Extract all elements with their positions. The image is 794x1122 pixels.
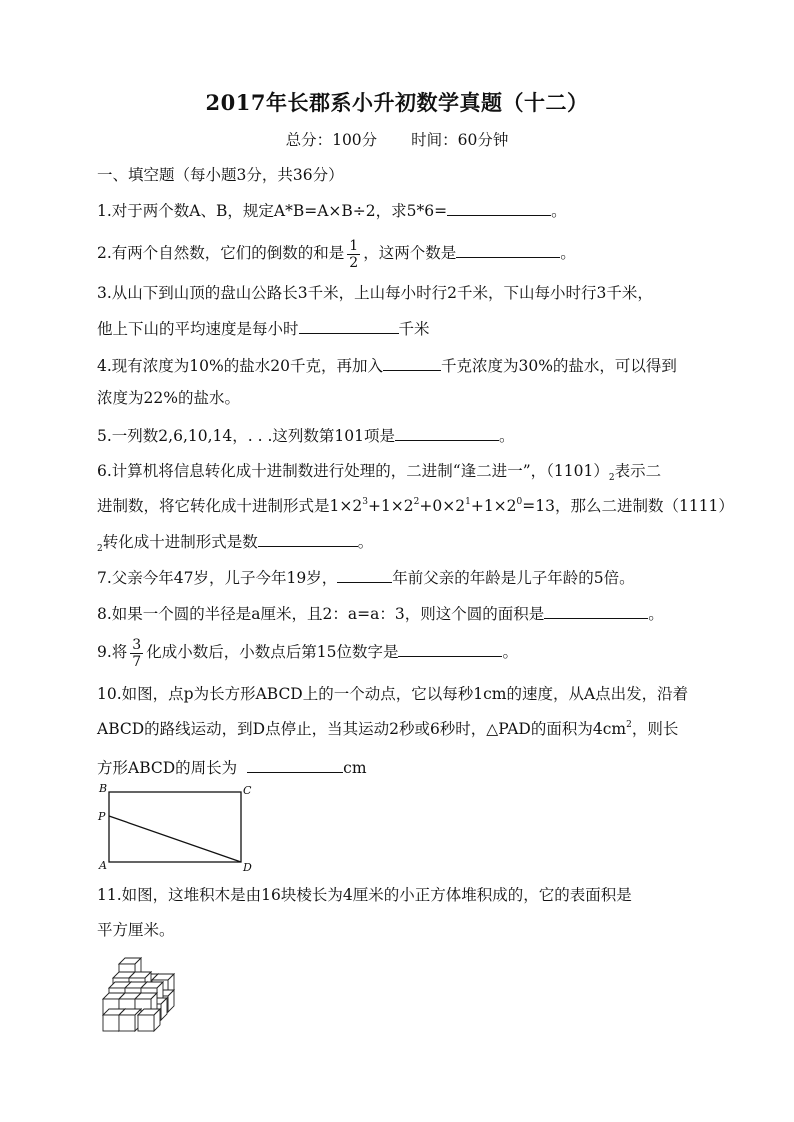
- base-subscript: 2: [97, 544, 103, 554]
- term: +0×2: [419, 497, 466, 515]
- question-text-2: 千米: [398, 320, 430, 338]
- answer-blank[interactable]: [447, 200, 551, 216]
- section-heading: 一、填空题（每小题3分，共36分）: [97, 166, 344, 184]
- answer-blank[interactable]: [544, 603, 648, 619]
- question-5: [97, 425, 514, 446]
- exam-time: 时间：60分钟: [411, 131, 509, 149]
- question-text: 4.现有浓度为10%的盐水20千克，再加入: [97, 357, 383, 375]
- question-end: 。: [648, 605, 664, 623]
- answer-blank[interactable]: [395, 425, 499, 441]
- question-4-line-1: [97, 355, 677, 376]
- question-10-line-2: [97, 719, 678, 739]
- question-text-2: ，这两个数是: [363, 244, 457, 262]
- answer-blank[interactable]: [383, 355, 441, 371]
- question-text: 7.父亲今年47岁，儿子今年19岁，: [97, 569, 338, 587]
- question-7: [97, 567, 635, 588]
- question-10-line-1: 10.如图，点p为长方形ABCD上的一个动点，它以每秒1cm的速度，从A点出发，沿着: [97, 685, 689, 703]
- exponent: 2: [413, 497, 420, 507]
- label-p: P: [98, 810, 106, 823]
- question-text: ABCD的路线运动，到D点停止，当其运动2秒或6秒时，△PAD的面积为4cm: [97, 720, 627, 738]
- question-6-line-1: [97, 461, 661, 481]
- answer-blank[interactable]: [456, 242, 560, 258]
- answer-blank[interactable]: [258, 531, 358, 547]
- question-6-line-2: [97, 496, 734, 516]
- fraction: [347, 238, 360, 271]
- question-2: [97, 235, 576, 271]
- question-text: 进制数，将它转化成十进制形式是1×2: [97, 497, 363, 515]
- question-text-2: cm: [343, 759, 367, 777]
- base-subscript: 2: [608, 473, 615, 483]
- page-title: 2017年长郡系小升初数学真题（十二）: [205, 90, 589, 115]
- question-text: 转化成十进制形式是数: [102, 533, 258, 551]
- exam-meta: [0, 128, 794, 150]
- term: +1×2: [367, 497, 414, 515]
- question-1: [97, 200, 567, 221]
- question-text-2: 化成小数后，小数点后第15位数字是: [146, 643, 399, 661]
- question-3-line-2: [97, 318, 430, 339]
- label-a: A: [99, 859, 107, 872]
- answer-blank[interactable]: [299, 318, 399, 334]
- question-text: 5.一列数2,6,10,14，. . .这列数第101项是: [97, 427, 395, 445]
- question-text: 6.计算机将信息转化成十进制数进行处理的，二进制“逢二进一”，（1101）: [97, 462, 609, 480]
- rectangle-abcd: [109, 792, 241, 862]
- rectangle-figure: [92, 783, 264, 875]
- label-c: C: [243, 784, 252, 797]
- question-10-line-3: [97, 757, 367, 778]
- question-end: 。: [357, 533, 374, 551]
- label-b: B: [99, 783, 108, 795]
- question-text: 他上下山的平均速度是每小时: [97, 320, 299, 338]
- question-text: 方形ABCD的周长为: [97, 759, 238, 777]
- fraction: [130, 637, 143, 670]
- question-9: [97, 634, 518, 670]
- fraction-denominator: 7: [132, 653, 142, 670]
- exponent: 3: [362, 497, 368, 507]
- question-6-line-3: [97, 531, 373, 552]
- question-8: [97, 603, 664, 624]
- fraction-numerator: 3: [132, 636, 142, 653]
- term: +1×2: [470, 497, 517, 515]
- question-text-2: 年前父亲的年龄是儿子年龄的5倍。: [392, 569, 635, 587]
- label-d: D: [243, 861, 252, 874]
- question-end: 。: [560, 244, 576, 262]
- question-text: 2.有两个自然数，它们的倒数的和是: [97, 244, 345, 262]
- question-text: 9.将: [97, 643, 128, 661]
- question-text: 8.如果一个圆的半径是a厘米，且2：a=a：3，则这个圆的面积是: [97, 605, 545, 623]
- total-score: 总分：100分: [285, 131, 378, 149]
- question-3-line-1: 3.从山下到山顶的盘山公路长3千米，上山每小时行2千米，下山每小时行3千米，: [97, 284, 653, 302]
- question-text-2: 千克浓度为30%的盐水，可以得到: [440, 357, 677, 375]
- answer-blank[interactable]: [398, 641, 502, 657]
- question-end: 。: [502, 643, 518, 661]
- question-text-2: =13，那么二进制数（1111）: [522, 497, 734, 515]
- segment-pd: [109, 816, 241, 862]
- cube-stack-figure: [100, 955, 180, 1035]
- answer-blank[interactable]: [247, 757, 343, 773]
- question-end: 。: [551, 202, 567, 220]
- fraction-numerator: 1: [349, 237, 359, 254]
- question-text: 1.对于两个数A、B，规定A*B=A×B÷2，求5*6=: [97, 202, 448, 220]
- question-11-line-1: 11.如图，这堆积木是由16块棱长为4厘米的小正方体堆积成的，它的表面积是: [97, 886, 632, 904]
- fraction-denominator: 2: [349, 254, 359, 271]
- question-11-line-2: 平方厘米。: [97, 921, 175, 939]
- exponent: 2: [626, 720, 632, 730]
- exponent: 0: [516, 497, 523, 507]
- answer-blank[interactable]: [337, 567, 392, 583]
- question-text-2: ，则长: [631, 720, 679, 738]
- question-text-2: 表示二: [614, 462, 662, 480]
- question-4-line-2: 浓度为22%的盐水。: [97, 389, 240, 407]
- question-end: 。: [498, 427, 515, 445]
- exponent: 1: [465, 497, 471, 507]
